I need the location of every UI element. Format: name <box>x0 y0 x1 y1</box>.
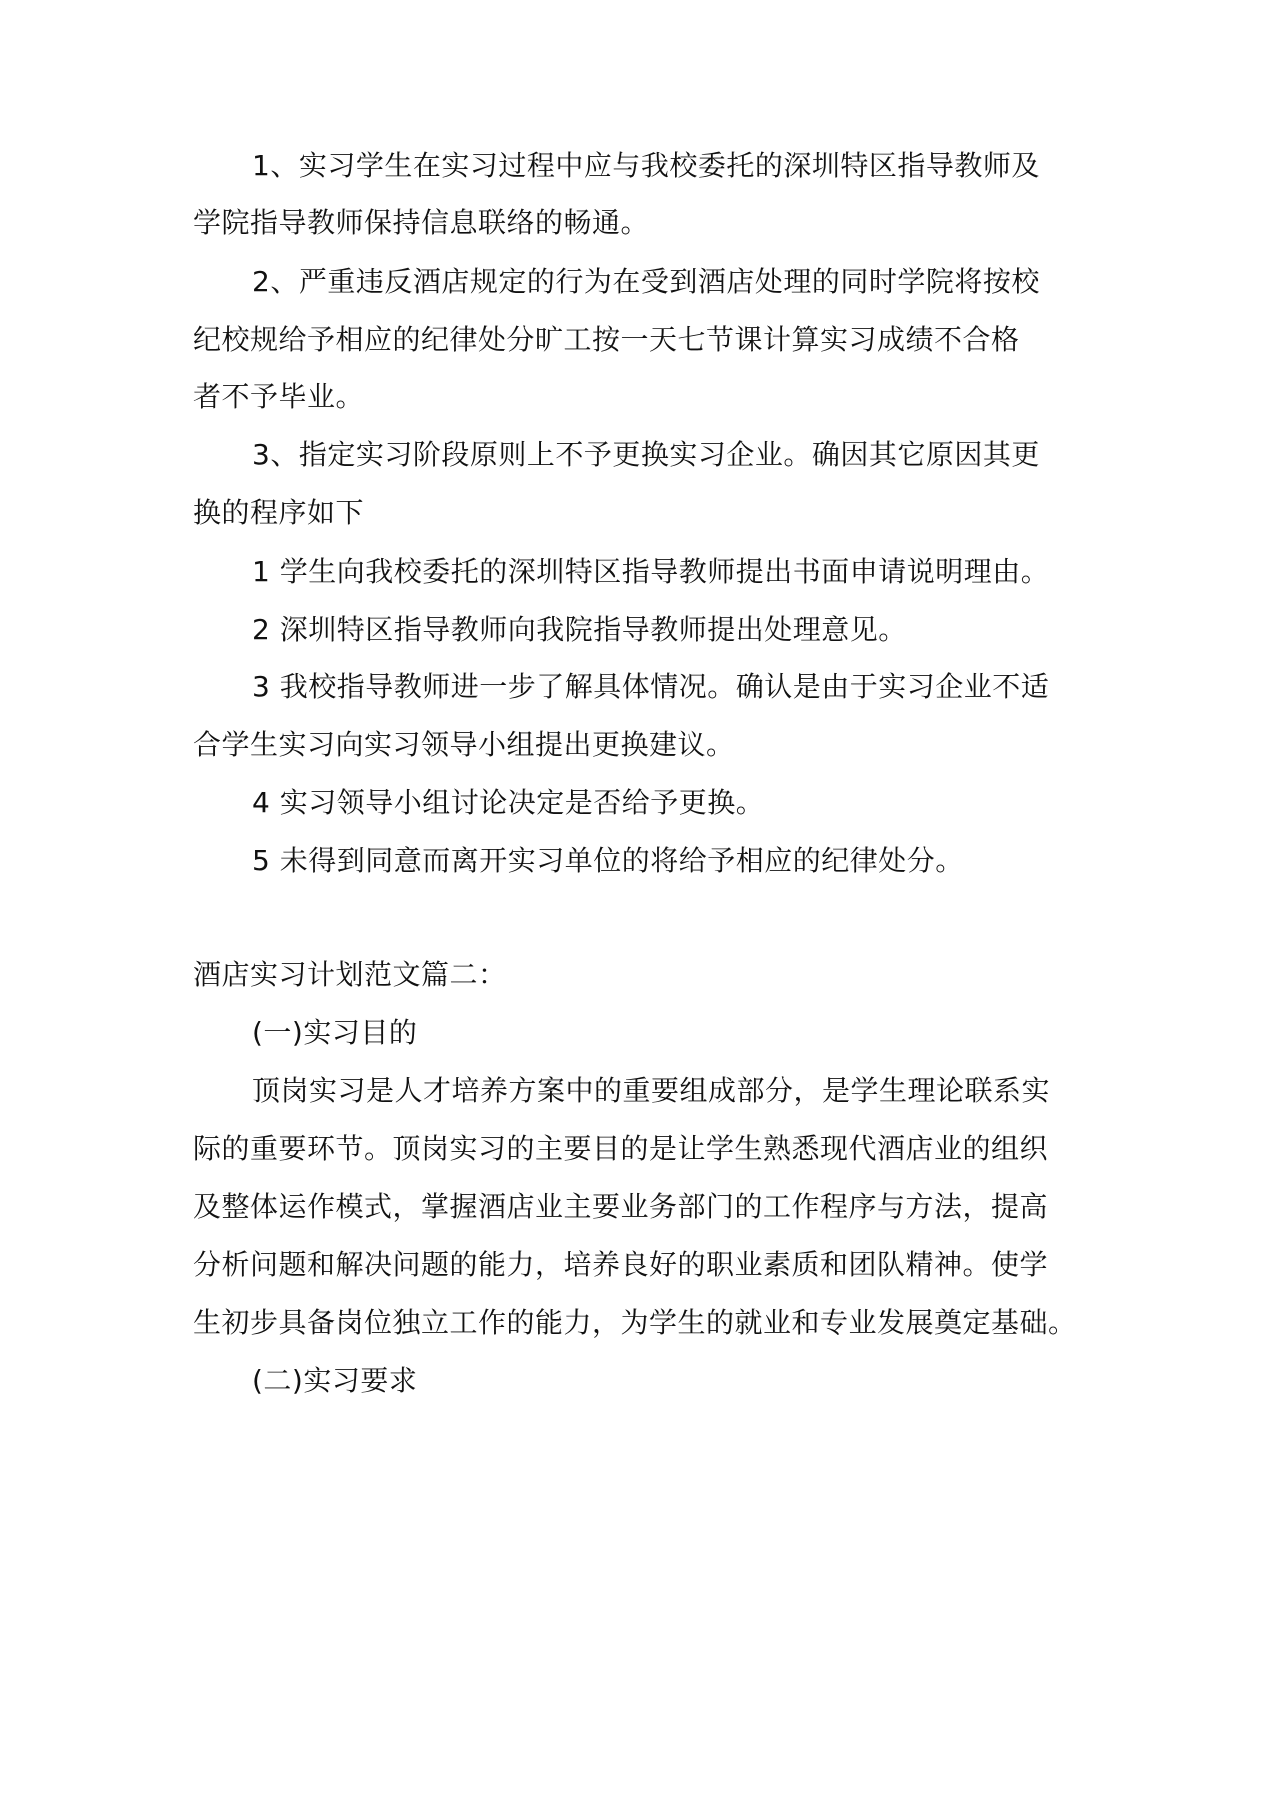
heading-purpose: (一)实习目的 <box>252 1016 418 1049</box>
step-3-line1: 3 我校指导教师进一步了解具体情况。确认是由于实习企业不适 <box>252 670 1050 703</box>
item3-line1: 3、指定实习阶段原则上不予更换实习企业。确因其它原因其更 <box>252 438 1040 471</box>
item2-line3: 者不予毕业。 <box>193 380 365 413</box>
step-5: 5 未得到同意而离开实习单位的将给予相应的纪律处分。 <box>252 844 964 877</box>
item2-line2: 纪校规给予相应的纪律处分旷工按一天七节课计算实习成绩不合格 <box>193 323 1020 356</box>
purpose-para-line5: 生初步具备岗位独立工作的能力，为学生的就业和专业发展奠定基础。 <box>193 1306 1077 1339</box>
purpose-para-line3: 及整体运作模式，掌握酒店业主要业务部门的工作程序与方法，提高 <box>193 1190 1049 1223</box>
item3-line2: 换的程序如下 <box>193 496 365 529</box>
step-2: 2 深圳特区指导教师向我院指导教师提出处理意见。 <box>252 613 907 646</box>
heading-requirements: (二)实习要求 <box>252 1364 418 1397</box>
section2-title: 酒店实习计划范文篇二： <box>193 958 507 991</box>
step-4: 4 实习领导小组讨论决定是否给予更换。 <box>252 786 765 819</box>
item2-line1: 2、严重违反酒店规定的行为在受到酒店处理的同时学院将按校 <box>252 265 1040 298</box>
item1-line2: 学院指导教师保持信息联络的畅通。 <box>193 206 650 239</box>
purpose-para-line1: 顶岗实习是人才培养方案中的重要组成部分，是学生理论联系实 <box>252 1074 1051 1107</box>
step-3-line2: 合学生实习向实习领导小组提出更换建议。 <box>193 728 735 761</box>
item1-line1: 1、实习学生在实习过程中应与我校委托的深圳特区指导教师及 <box>252 149 1040 182</box>
purpose-para-line4: 分析问题和解决问题的能力，培养良好的职业素质和团队精神。使学 <box>193 1248 1049 1281</box>
purpose-para-line2: 际的重要环节。顶岗实习的主要目的是让学生熟悉现代酒店业的组织 <box>193 1132 1049 1165</box>
step-1: 1 学生向我校委托的深圳特区指导教师提出书面申请说明理由。 <box>252 555 1050 588</box>
